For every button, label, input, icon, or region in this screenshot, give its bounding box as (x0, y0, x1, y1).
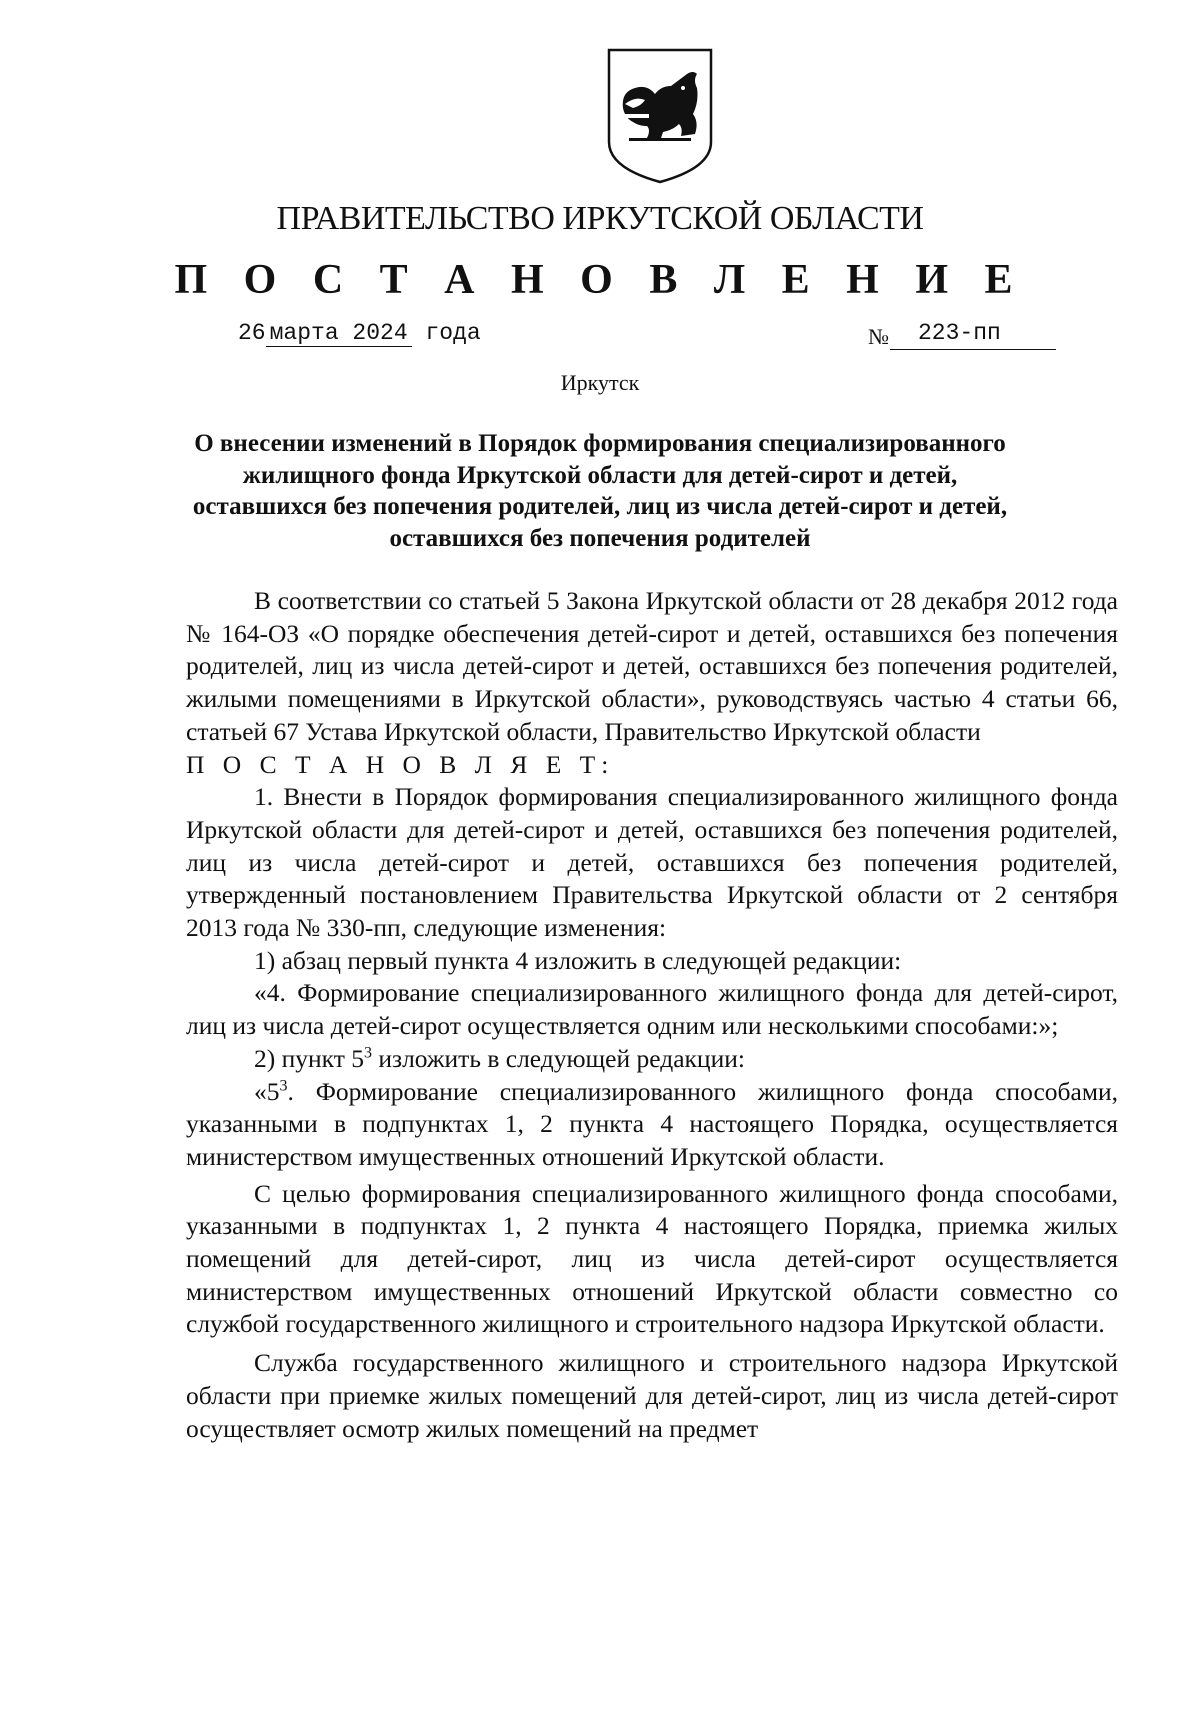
date-suffix: года (425, 320, 481, 346)
document-date (238, 320, 481, 346)
point-5-3-paragraph (186, 1076, 1118, 1174)
subject-line: жилищного фонда Иркутской области для детей-сирот и детей, (242, 461, 958, 489)
subject-line: О внесении изменений в Порядок формирования специализированного (194, 430, 1006, 457)
superscript: 3 (363, 1044, 372, 1062)
subitem-2-paragraph (186, 1043, 1118, 1076)
subitem-2-text: 2) пункт 5 (254, 1043, 364, 1073)
subitem-1-paragraph: 1) абзац первый пункта 4 изложить в следующей редакции: (254, 945, 902, 975)
document-type: П О С Т А Н О В Л Е Н И Е (174, 257, 1026, 303)
acceptance-paragraph: С целью формирования специализированного жилищного фонда способами, указанными в подпунктах 1, 2 пункта 4 настоящего Порядка, приемка жилых помещений для детей-сирот, лиц из числа детей-сирот осуществляется министерством имущественных отношений Иркутской области совместно со службой государственного жилищного и строительного надзора Иркутской области. (186, 1178, 1118, 1339)
city: Иркутск (560, 370, 640, 395)
document-body (186, 585, 1118, 1445)
date-day: 26 (238, 320, 266, 346)
number-label: № (868, 324, 889, 349)
resolve-heading: П О С Т А Н О В Л Я Е Т: (186, 749, 615, 779)
inspection-paragraph: Служба государственного жилищного и строительного надзора Иркутской области при приемке жилых помещений для детей-сирот, лиц из числа детей-сирот осуществляет осмотр жилых помещений на предмет (186, 1348, 1118, 1443)
preamble-paragraph: В соответствии со статьей 5 Закона Иркутской области от 28 декабря 2012 года № 164-ОЗ «О порядке обеспечения детей-сирот и детей, оставшихся без попечения родителей, лиц из числа детей-сирот и детей, оставшихся без попечения родителей, жилыми помещениями в Иркутской области», руководствуясь частью 4 статьи 66, статьей 67 Устава Иркутской области, Правительство Иркутской области (186, 586, 1118, 746)
document-number: 223-пп (890, 320, 1056, 350)
subject-line: оставшихся без попечения родителей, лиц из числа детей-сирот и детей, (192, 493, 1008, 520)
subject-line: оставшихся без попечения родителей (389, 524, 811, 552)
item-1-paragraph: 1. Внести в Порядок формирования специализированного жилищного фонда Иркутской области для детей-сирот и детей, оставшихся без попечения родителей, лиц из числа детей-сирот и детей, оставшихся без попечения родителей, утвержденный постановлением Правительства Иркутской области от 2 сентября 2013 года № 330-пп, следующие изменения: (186, 782, 1118, 943)
date-month: марта 2024 (266, 320, 412, 347)
subitem-1-text: «4. Формирование специализированного жилищного фонда для детей-сирот, лиц из числа детей-сирот осуществляется одним или несколькими способами:»; (186, 978, 1118, 1041)
subitem-2-text: изложить в следующей редакции: (371, 1043, 745, 1073)
superscript: 3 (279, 1077, 288, 1095)
government-name: ПРАВИТЕЛЬСТВО ИРКУТСКОЙ ОБЛАСТИ (276, 200, 924, 237)
irkutsk-coat-of-arms-icon (601, 44, 719, 187)
point-5-3-text: «5 (254, 1076, 280, 1106)
point-5-3-text: . Формирование специализированного жилищного фонда способами, указанными в подпунктах 1, 2 пункта 4 настоящего Порядка, осуществляется министерством имущественных отношений Иркутской области. (186, 1076, 1118, 1171)
document-subject (150, 428, 1050, 554)
